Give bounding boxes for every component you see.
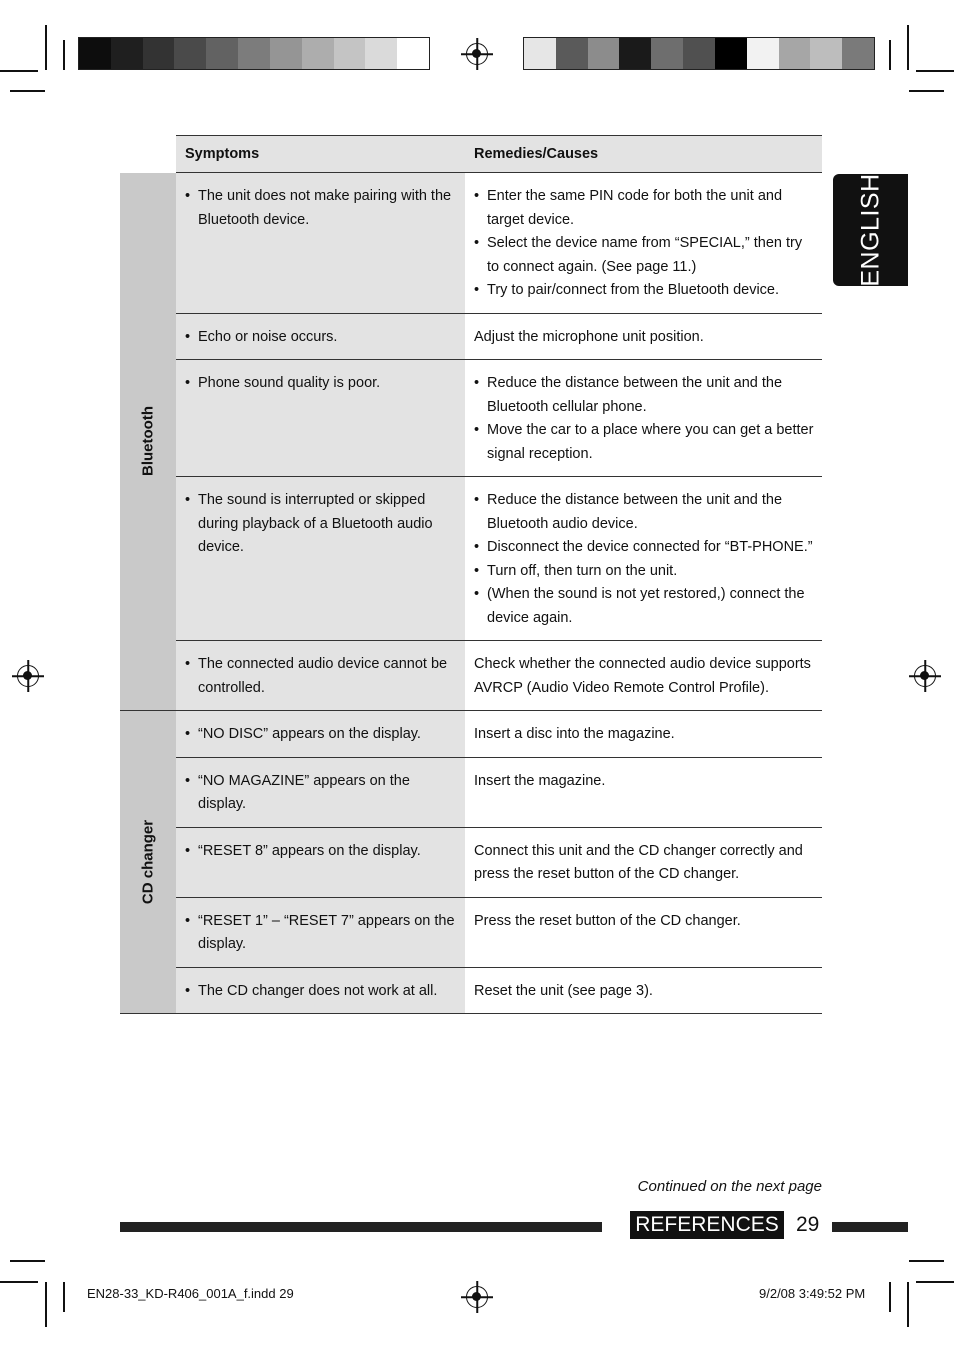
category-label: Bluetooth bbox=[139, 406, 157, 477]
crop-mark bbox=[0, 70, 38, 72]
crop-mark bbox=[45, 25, 47, 70]
crop-mark bbox=[889, 1282, 891, 1312]
table-row bbox=[120, 711, 822, 758]
footer-rule-left bbox=[120, 1222, 602, 1232]
remedy-list bbox=[474, 372, 814, 466]
remedy-cell bbox=[465, 711, 822, 758]
symptom-item: • Echo or noise occurs. bbox=[198, 326, 457, 350]
symptom-list bbox=[185, 723, 457, 747]
registration-mark-icon bbox=[914, 665, 936, 687]
color-swatch bbox=[270, 38, 302, 69]
color-swatch bbox=[779, 38, 811, 69]
color-swatch bbox=[111, 38, 143, 69]
color-calibration-bar-right bbox=[523, 37, 875, 70]
symptom-list bbox=[185, 185, 457, 232]
color-swatch bbox=[365, 38, 397, 69]
color-swatch bbox=[683, 38, 715, 69]
remedy-text: Reset the unit (see page 3). bbox=[474, 982, 653, 999]
remedy-cell bbox=[465, 967, 822, 1014]
symptom-list bbox=[185, 770, 457, 817]
crop-mark bbox=[63, 40, 65, 70]
category-label: CD changer bbox=[139, 819, 157, 905]
color-swatch bbox=[238, 38, 270, 69]
symptom-cell bbox=[176, 967, 465, 1014]
color-swatch bbox=[206, 38, 238, 69]
color-swatch bbox=[79, 38, 111, 69]
language-tab-label: ENGLISH bbox=[856, 173, 884, 287]
table-row bbox=[120, 967, 822, 1014]
symptom-cell bbox=[176, 711, 465, 758]
page-number: 29 bbox=[796, 1213, 820, 1236]
color-swatch bbox=[524, 38, 556, 69]
crop-mark bbox=[909, 1260, 944, 1262]
table-row bbox=[120, 477, 822, 641]
symptom-list bbox=[185, 489, 457, 560]
remedy-cell bbox=[465, 827, 822, 897]
remedy-item: • Reduce the distance between the unit and the Bluetooth cellular phone. bbox=[487, 372, 814, 419]
remedy-text: Connect this unit and the CD changer correctly and press the reset button of the CD changer. bbox=[474, 842, 803, 882]
table-row bbox=[120, 757, 822, 827]
language-tab bbox=[833, 174, 908, 286]
table-row bbox=[120, 173, 822, 314]
symptom-list bbox=[185, 910, 457, 957]
remedy-item: • Select the device name from “SPECIAL,” then try to connect again. (See page 11.) bbox=[487, 232, 814, 279]
color-swatch bbox=[810, 38, 842, 69]
table-row bbox=[120, 897, 822, 967]
remedy-cell bbox=[465, 641, 822, 711]
crop-mark bbox=[10, 90, 45, 92]
color-swatch bbox=[143, 38, 175, 69]
crop-mark bbox=[45, 1282, 47, 1327]
color-swatch bbox=[842, 38, 874, 69]
remedy-cell bbox=[465, 757, 822, 827]
troubleshooting-table bbox=[120, 135, 822, 1014]
remedy-item: • (When the sound is not yet restored,) connect the device again. bbox=[487, 583, 814, 630]
slug-date-info: 9/2/08 3:49:52 PM bbox=[759, 1286, 866, 1301]
remedy-item: • Move the car to a place where you can get a better signal reception. bbox=[487, 419, 814, 466]
crop-mark bbox=[889, 40, 891, 70]
remedy-item: • Enter the same PIN code for both the unit and target device. bbox=[487, 185, 814, 232]
symptom-cell bbox=[176, 173, 465, 314]
remedy-cell bbox=[465, 173, 822, 314]
remedy-item: • Try to pair/connect from the Bluetooth device. bbox=[487, 279, 814, 303]
registration-mark-icon bbox=[466, 1286, 488, 1308]
color-swatch bbox=[619, 38, 651, 69]
symptom-item: • “NO DISC” appears on the display. bbox=[198, 723, 457, 747]
symptom-list bbox=[185, 653, 457, 700]
color-swatch bbox=[588, 38, 620, 69]
color-swatch bbox=[747, 38, 779, 69]
symptom-item: • The unit does not make pairing with the Bluetooth device. bbox=[198, 185, 457, 232]
table-header-row bbox=[120, 136, 822, 173]
remedy-list bbox=[474, 185, 814, 303]
color-swatch bbox=[302, 38, 334, 69]
footer-rule-right bbox=[832, 1222, 908, 1232]
header-spacer bbox=[120, 136, 176, 173]
color-swatch bbox=[174, 38, 206, 69]
table-row bbox=[120, 360, 822, 477]
remedy-text: Press the reset button of the CD changer. bbox=[474, 912, 741, 929]
color-swatch bbox=[556, 38, 588, 69]
color-swatch bbox=[651, 38, 683, 69]
symptom-cell bbox=[176, 757, 465, 827]
symptom-item: • “NO MAGAZINE” appears on the display. bbox=[198, 770, 457, 817]
crop-mark bbox=[909, 90, 944, 92]
symptom-cell bbox=[176, 827, 465, 897]
symptom-list bbox=[185, 840, 457, 864]
remedy-item: • Reduce the distance between the unit and the Bluetooth audio device. bbox=[487, 489, 814, 536]
crop-mark bbox=[907, 1282, 909, 1327]
header-remedies: Remedies/Causes bbox=[465, 136, 822, 173]
remedy-cell bbox=[465, 897, 822, 967]
symptom-cell bbox=[176, 313, 465, 360]
symptom-list bbox=[185, 326, 457, 350]
remedy-text: Insert a disc into the magazine. bbox=[474, 726, 675, 742]
symptom-cell bbox=[176, 360, 465, 477]
crop-mark bbox=[10, 1260, 45, 1262]
continued-note: Continued on the next page bbox=[637, 1178, 822, 1195]
symptom-item: • “RESET 1” – “RESET 7” appears on the display. bbox=[198, 910, 457, 957]
table-row bbox=[120, 641, 822, 711]
symptom-list bbox=[185, 372, 457, 396]
symptom-item: • The connected audio device cannot be controlled. bbox=[198, 653, 457, 700]
crop-mark bbox=[916, 70, 954, 72]
remedy-text: Check whether the connected audio device supports AVRCP (Audio Video Remote Control Profile). bbox=[474, 656, 811, 696]
symptom-cell bbox=[176, 897, 465, 967]
color-swatch bbox=[715, 38, 747, 69]
symptom-item: • The CD changer does not work at all. bbox=[198, 980, 457, 1004]
color-calibration-bar-left bbox=[78, 37, 430, 70]
remedy-item: • Disconnect the device connected for “BT-PHONE.” bbox=[487, 536, 814, 560]
symptom-cell bbox=[176, 477, 465, 641]
crop-mark bbox=[907, 25, 909, 70]
crop-mark bbox=[63, 1282, 65, 1312]
remedy-cell bbox=[465, 477, 822, 641]
category-cell bbox=[120, 173, 176, 711]
symptom-item: • The sound is interrupted or skipped during playback of a Bluetooth audio device. bbox=[198, 489, 457, 560]
remedy-list bbox=[474, 489, 814, 630]
symptom-list bbox=[185, 980, 457, 1004]
category-cell bbox=[120, 711, 176, 1014]
table-row bbox=[120, 313, 822, 360]
registration-mark-icon bbox=[466, 43, 488, 65]
section-label: REFERENCES bbox=[630, 1211, 784, 1239]
registration-mark-icon bbox=[17, 665, 39, 687]
symptom-item: • Phone sound quality is poor. bbox=[198, 372, 457, 396]
color-swatch bbox=[397, 38, 429, 69]
crop-mark bbox=[0, 1281, 38, 1283]
remedy-cell bbox=[465, 313, 822, 360]
color-swatch bbox=[334, 38, 366, 69]
header-symptoms: Symptoms bbox=[176, 136, 465, 173]
crop-mark bbox=[916, 1281, 954, 1283]
symptom-cell bbox=[176, 641, 465, 711]
slug-file-info: EN28-33_KD-R406_001A_f.indd 29 bbox=[87, 1286, 294, 1301]
remedy-item: • Turn off, then turn on the unit. bbox=[487, 560, 814, 584]
remedy-text: Insert the magazine. bbox=[474, 772, 606, 789]
symptom-item: • “RESET 8” appears on the display. bbox=[198, 840, 457, 864]
table-row bbox=[120, 827, 822, 897]
remedy-text: Adjust the microphone unit position. bbox=[474, 328, 704, 345]
remedy-cell bbox=[465, 360, 822, 477]
